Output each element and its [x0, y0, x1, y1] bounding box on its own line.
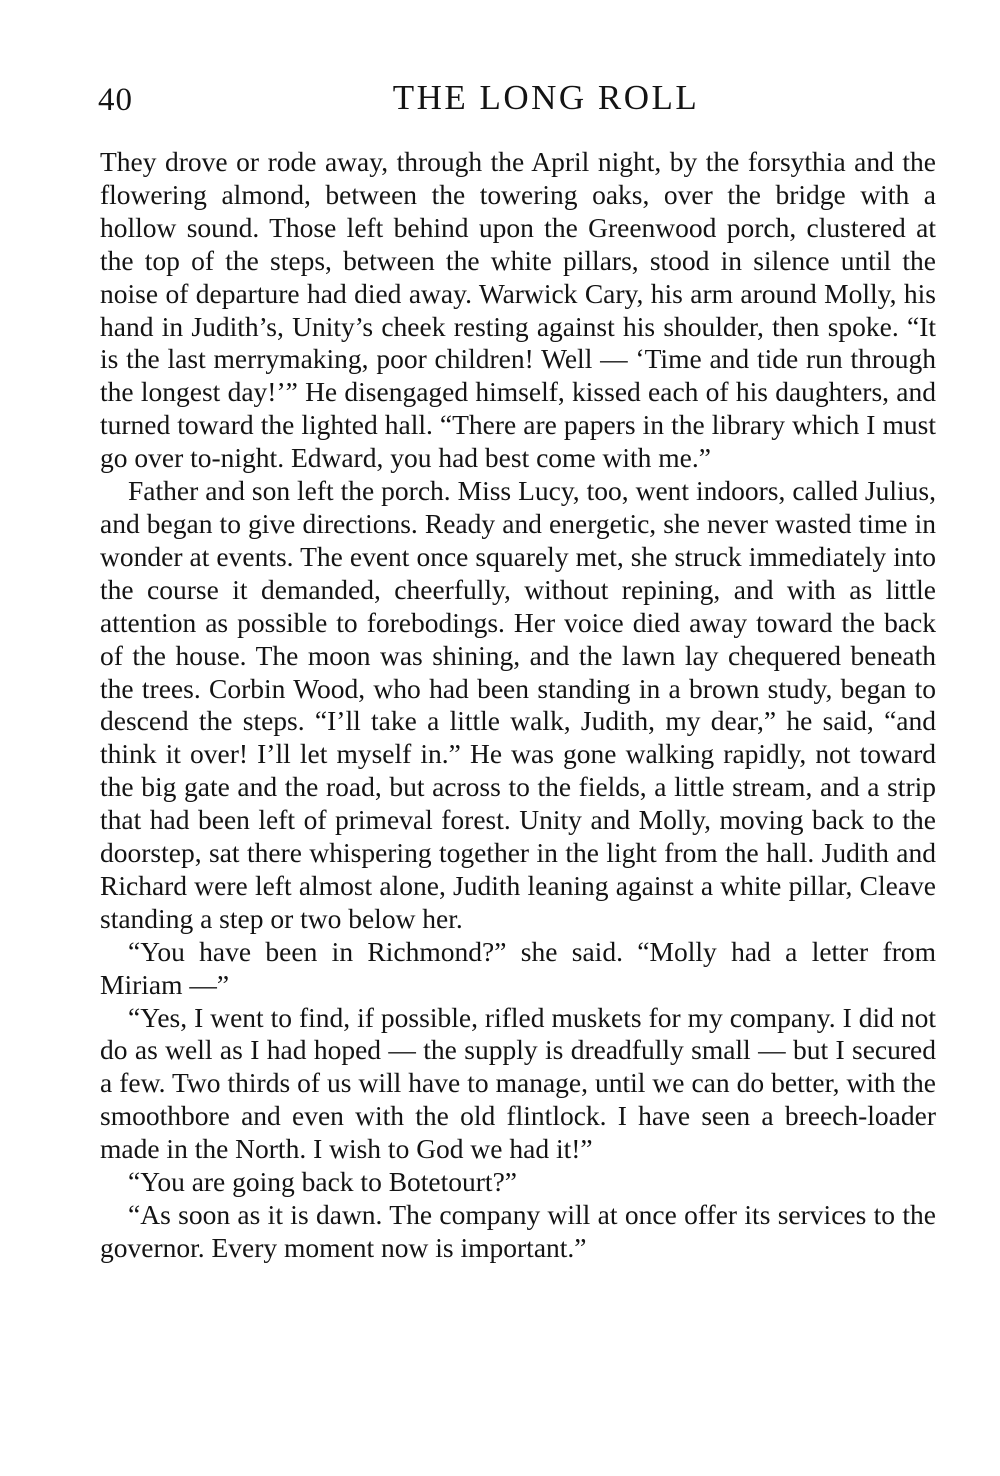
paragraph: “You are going back to Botetourt?” — [128, 1166, 517, 1198]
paragraph: They drove or rode away, through the April night, by the forsythia and the flowering almond, between the towering oaks, over the bridge with a hollow sound. Those left behind upon the Greenwood porch, clustered at the top of the steps, between the white pillars, stood in silence until the noise of departure had died away. Warwick Cary, his arm around Molly, his hand in Judith’s, Unity’s cheek resting against his shoulder, then spoke. “It is the last merrymaking, poor children! Well — ‘Time and tide run through the longest day!’” He disengaged himself, kissed each of his daughters, and turned toward the lighted hall. “There are papers in the library which I must go over to-night. Edward, you had best come with me.” — [100, 146, 936, 474]
body-text — [100, 146, 936, 1265]
running-title: THE LONG ROLL — [392, 78, 700, 117]
paragraph: “Yes, I went to find, if possible, rifled muskets for my company. I did not do as well as I had hoped — the supply is dreadfully small — but I secured a few. Two thirds of us will have to manage, until we can do better, with the smoothbore and even with the old flintlock. I have seen a breech-loader made in the North. I wish to God we had it!” — [100, 1001, 936, 1165]
paragraph: “As soon as it is dawn. The company will at once offer its services to the governor. Every moment now is important.” — [100, 1199, 936, 1263]
paragraph: Father and son left the porch. Miss Lucy, too, went indoors, called Julius, and began to give directions. Ready and energetic, she never wasted time in wonder at events. The event once squarely met, she struck immediately into the course it demanded, cheerfully, without repining, and with as little attention as possible to forebodings. Her voice died away toward the back of the house. The moon was shining, and the lawn lay chequered beneath the trees. Corbin Wood, who had been standing in a brown study, began to descend the steps. “I’ll take a little walk, Judith, my dear,” he said, “and think it over! I’ll let myself in.” He was gone walking rapidly, not toward the big gate and the road, but across to the fields, a little stream, and a strip that had been left of primeval forest. Unity and Molly, moving back to the doorstep, sat there whispering together in the light from the hall. Judith and Richard were left almost alone, Judith leaning against a white pillar, Cleave standing a step or two below her. — [100, 475, 936, 934]
page-number: 40 — [98, 82, 133, 118]
paragraph: “You have been in Richmond?” she said. “Molly had a letter from Miriam —” — [100, 935, 936, 1000]
page-header — [98, 74, 934, 130]
